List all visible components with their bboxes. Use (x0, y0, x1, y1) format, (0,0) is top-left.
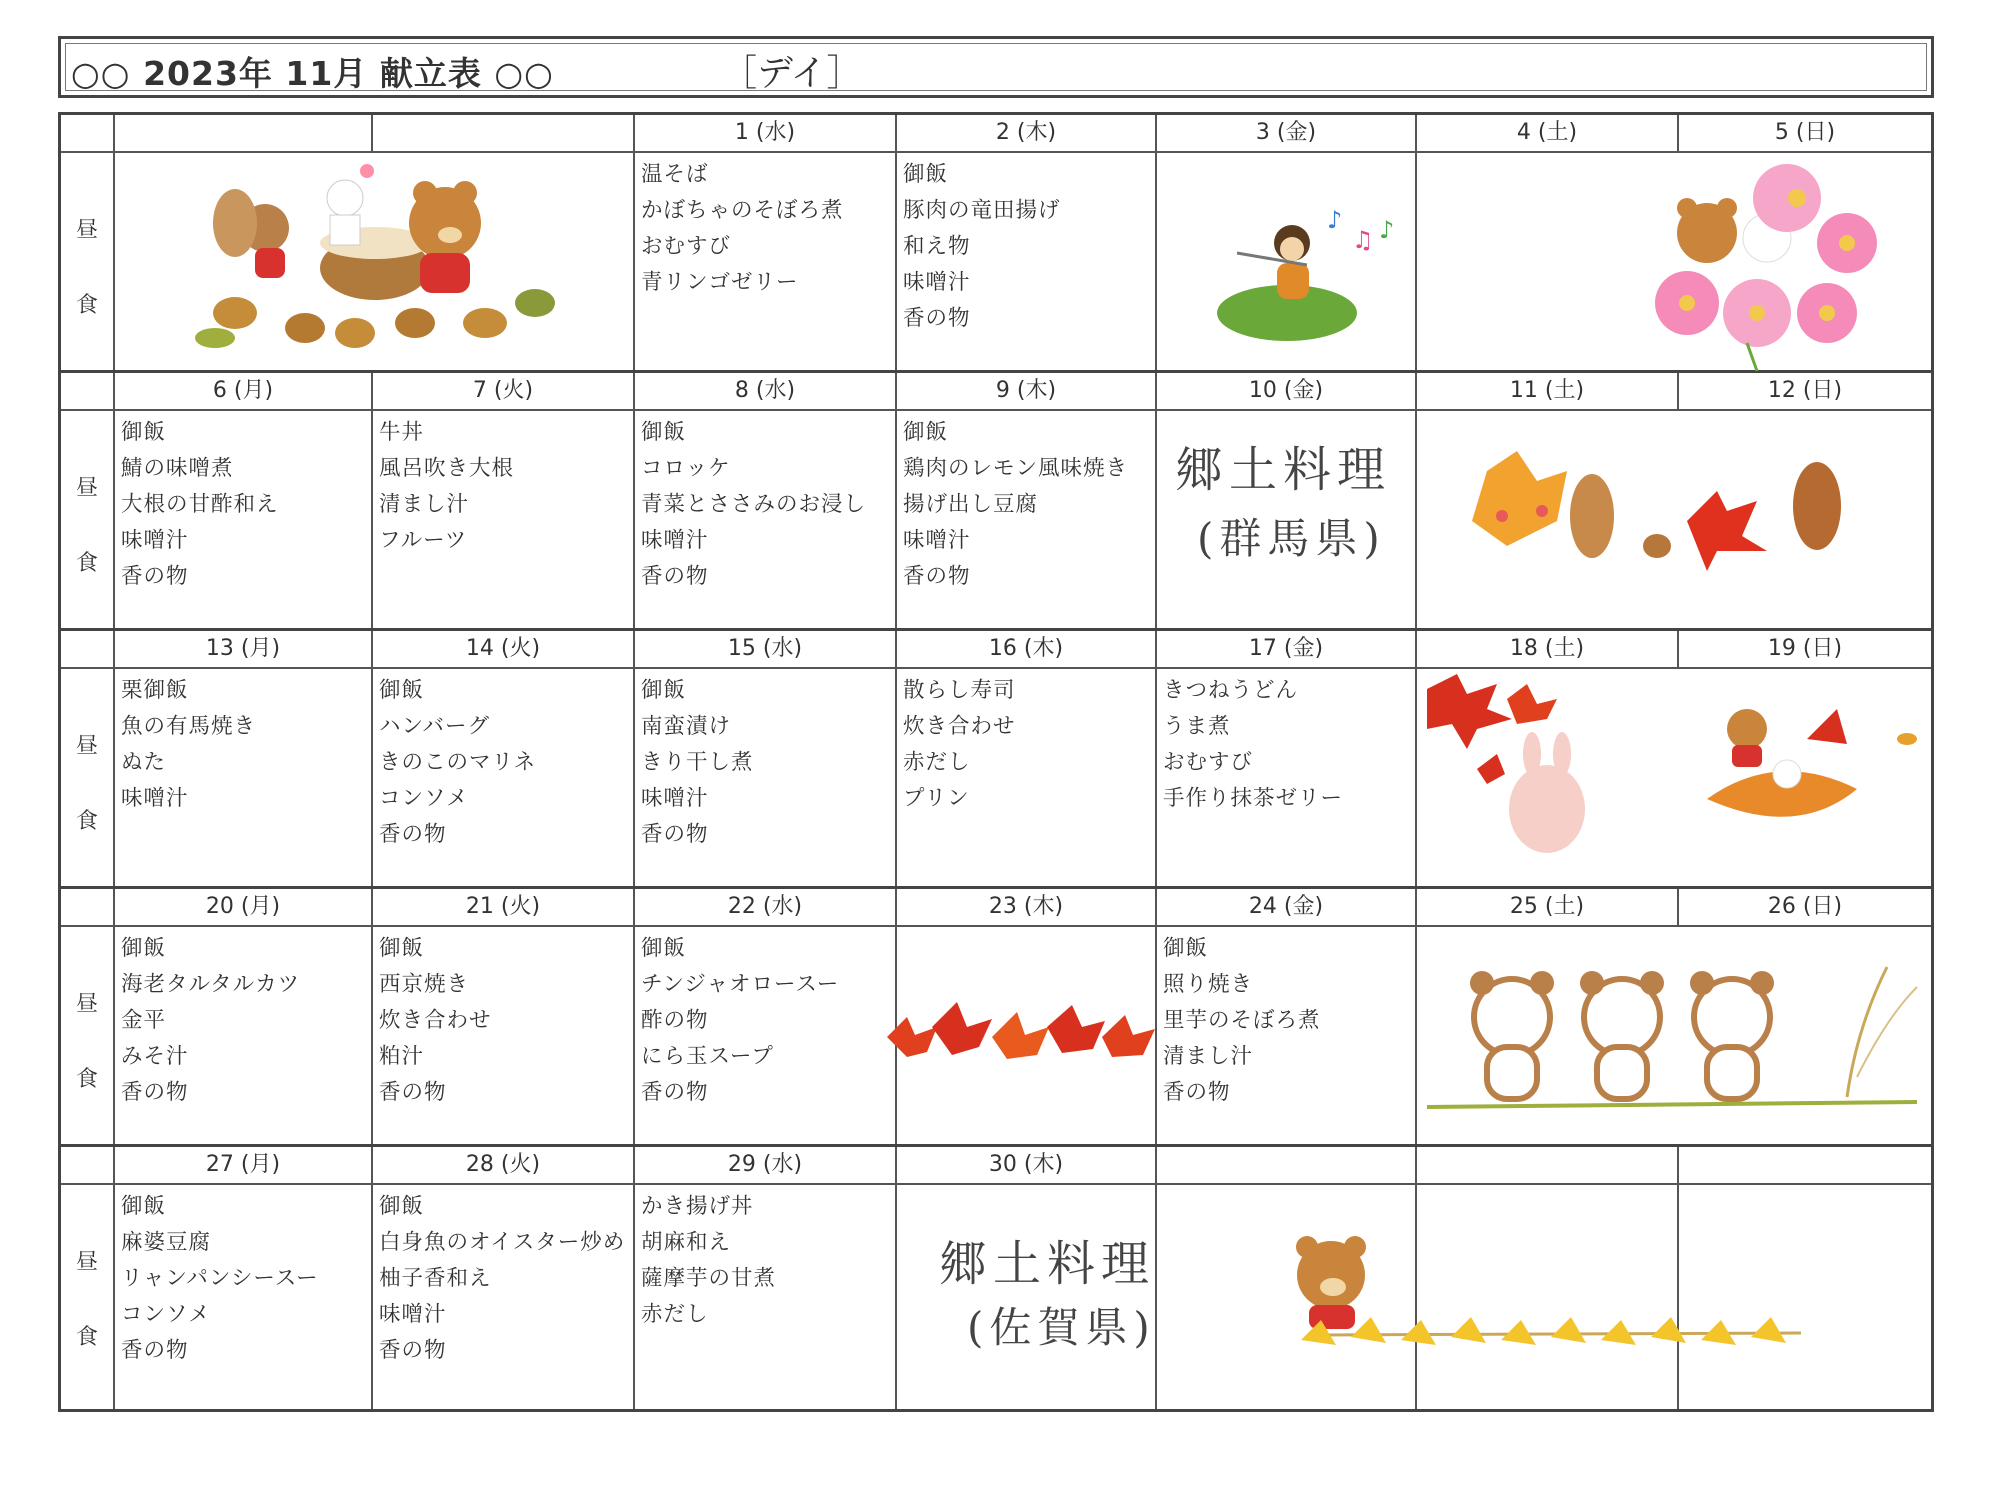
menu-item: 御飯 (1163, 936, 1209, 961)
date-cell: 12 (日) (1677, 373, 1931, 409)
menu-item: チンジャオロースー (641, 972, 840, 997)
menu-item: 金平 (121, 1008, 167, 1033)
meal-label (61, 153, 113, 370)
menu-item: コロッケ (641, 456, 731, 481)
meal-label-top: 昼 (75, 734, 98, 759)
meal-label-bottom: 食 (75, 1325, 98, 1350)
menu-item: 手作り抹茶ゼリー (1163, 786, 1344, 811)
menu-cell (371, 411, 633, 628)
meal-label-bottom: 食 (75, 1067, 98, 1092)
menu-cell (1155, 669, 1415, 886)
menu-cell (633, 927, 895, 1144)
menu-item: 御飯 (121, 936, 167, 961)
week-1-header (61, 115, 1931, 153)
rabbit-bear-maple-illustration (1417, 669, 1929, 887)
week-4-body (61, 927, 1931, 1147)
menu-cell (113, 927, 371, 1144)
date-cell: 24 (金) (1155, 889, 1415, 925)
menu-item: 粕汁 (379, 1044, 425, 1069)
date-cell: 29 (水) (633, 1147, 895, 1183)
illustration-cell (1155, 153, 1415, 370)
meal-label-bottom: 食 (75, 809, 98, 834)
menu-item: 白身魚のオイスター炒め (379, 1230, 626, 1255)
date-cell: 18 (土) (1415, 631, 1677, 667)
menu-item: 里芋のそぼろ煮 (1163, 1008, 1321, 1033)
date-cell: 16 (木) (895, 631, 1155, 667)
menu-item: プリン (903, 786, 970, 811)
menu-item: 御飯 (121, 420, 167, 445)
regional-cuisine-prefecture: (群馬県) (1197, 514, 1386, 563)
menu-cell (113, 1185, 371, 1409)
menu-item: リャンパンシースー (121, 1266, 319, 1291)
menu-calendar (58, 112, 1934, 1412)
bear-ginkgo-garland-illustration (1261, 1205, 1881, 1405)
date-cell: 28 (火) (371, 1147, 633, 1183)
date-cell: 11 (土) (1415, 373, 1677, 409)
date-cell: 14 (火) (371, 631, 633, 667)
illustration-cell (895, 927, 1155, 1144)
menu-item: 御飯 (379, 936, 425, 961)
menu-item: 香の物 (121, 1080, 189, 1105)
menu-item: ぬた (121, 750, 167, 775)
meal-label (61, 411, 113, 628)
menu-item: 香の物 (641, 564, 709, 589)
menu-item: 揚げ出し豆腐 (903, 492, 1039, 517)
date-cell: 5 (日) (1677, 115, 1931, 151)
menu-cell (371, 1185, 633, 1409)
menu-item: うま煮 (1163, 714, 1231, 739)
menu-item: 御飯 (379, 1194, 425, 1219)
menu-cell (633, 411, 895, 628)
regional-cuisine-prefecture: (佐賀県) (967, 1303, 1156, 1352)
menu-item: 香の物 (379, 1080, 447, 1105)
menu-cell (113, 411, 371, 628)
menu-item: にら玉スープ (641, 1044, 774, 1069)
date-cell: 2 (木) (895, 115, 1155, 151)
menu-item: 香の物 (379, 1338, 447, 1363)
menu-item: 柚子香和え (379, 1266, 492, 1291)
menu-item: 味噌汁 (641, 786, 709, 811)
menu-item: 和え物 (903, 234, 971, 259)
date-cell: 27 (月) (113, 1147, 371, 1183)
menu-item: 赤だし (641, 1302, 709, 1327)
week-3-header (61, 631, 1931, 669)
svg-text:♫: ♫ (1352, 226, 1374, 254)
menu-item: みそ汁 (121, 1044, 189, 1069)
menu-item: 香の物 (641, 1080, 709, 1105)
menu-cell (1155, 927, 1415, 1144)
week-2-header (61, 373, 1931, 411)
menu-item: 御飯 (903, 420, 949, 445)
date-cell: 26 (日) (1677, 889, 1931, 925)
date-cell (113, 115, 371, 151)
date-cell: 6 (月) (113, 373, 371, 409)
menu-item: おむすび (1163, 750, 1254, 775)
menu-item: 鯖の味噌煮 (121, 456, 234, 481)
date-cell: 13 (月) (113, 631, 371, 667)
svg-text:♪: ♪ (1379, 216, 1395, 244)
date-cell: 1 (水) (633, 115, 895, 151)
menu-item: 香の物 (121, 1338, 189, 1363)
menu-cell (633, 1185, 895, 1409)
title-box (58, 36, 1934, 98)
date-cell: 9 (木) (895, 373, 1155, 409)
date-cell: 21 (火) (371, 889, 633, 925)
menu-item: 香の物 (641, 822, 709, 847)
menu-item: 栗御飯 (121, 678, 189, 703)
regional-cuisine-note-cell (895, 1185, 1155, 1409)
illustration-cell (1415, 669, 1931, 886)
menu-item: 清まし汁 (1163, 1044, 1254, 1069)
menu-item: 御飯 (641, 420, 687, 445)
menu-item: 大根の甘酢和え (121, 492, 279, 517)
regional-cuisine-note-cell (1155, 411, 1415, 628)
menu-item: 麻婆豆腐 (121, 1230, 212, 1255)
menu-cell (633, 669, 895, 886)
menu-cell (113, 669, 371, 886)
menu-item: きのこのマリネ (379, 750, 537, 775)
menu-item: 照り焼き (1163, 972, 1254, 997)
date-cell: 20 (月) (113, 889, 371, 925)
week-3-body (61, 669, 1931, 889)
meal-label (61, 1185, 113, 1409)
menu-item: 風呂吹き大根 (379, 456, 515, 481)
date-cell: 30 (木) (895, 1147, 1155, 1183)
menu-item: 西京焼き (379, 972, 470, 997)
bear-rabbit-cosmos-illustration (1417, 153, 1929, 371)
date-cell: 22 (水) (633, 889, 895, 925)
menu-item: 豚肉の竜田揚げ (903, 198, 1061, 223)
service-type-label: ［デイ］ (721, 53, 863, 94)
date-cell (1155, 1147, 1415, 1183)
animals-tea-party-illustration (115, 153, 631, 371)
menu-item: 味噌汁 (121, 528, 189, 553)
menu-item: 御飯 (121, 1194, 167, 1219)
week-1-body (61, 153, 1931, 373)
menu-item: 青リンゴゼリー (641, 270, 799, 295)
menu-item: 味噌汁 (379, 1302, 447, 1327)
date-cell: 4 (土) (1415, 115, 1677, 151)
week-5-body (61, 1185, 1931, 1409)
illustration-cell (1415, 153, 1931, 370)
week-4-header (61, 889, 1931, 927)
menu-item: 赤だし (903, 750, 971, 775)
menu-item: かぼちゃのそぼろ煮 (641, 198, 844, 223)
menu-item: 味噌汁 (903, 270, 971, 295)
menu-item: かき揚げ丼 (641, 1194, 754, 1219)
cricket-flute-illustration (1157, 153, 1413, 371)
meal-label-top: 昼 (75, 1250, 98, 1275)
menu-item: フルーツ (379, 528, 468, 553)
menu-item: 炊き合わせ (903, 714, 1016, 739)
page-title: ○○ 2023年 11月 献立表 ○○ (71, 54, 554, 93)
menu-cell (895, 411, 1155, 628)
menu-item: 香の物 (121, 564, 189, 589)
meal-label (61, 927, 113, 1144)
menu-item: 御飯 (641, 936, 687, 961)
illustration-cell (1415, 927, 1931, 1144)
meal-label-bottom: 食 (75, 293, 98, 318)
date-cell: 7 (火) (371, 373, 633, 409)
menu-cell (895, 153, 1155, 370)
menu-item: コンソメ (121, 1302, 211, 1327)
regional-cuisine-label: 郷土料理 (939, 1236, 1156, 1292)
date-cell (1677, 1147, 1931, 1183)
menu-cell (371, 927, 633, 1144)
menu-item: きつねうどん (1163, 678, 1299, 703)
menu-item: 炊き合わせ (379, 1008, 492, 1033)
illustration-cell (1415, 411, 1931, 628)
menu-item: 胡麻和え (641, 1230, 732, 1255)
menu-item: 味噌汁 (641, 528, 709, 553)
menu-cell (371, 669, 633, 886)
meal-label (61, 669, 113, 886)
menu-item: 御飯 (379, 678, 425, 703)
meal-label-top: 昼 (75, 476, 98, 501)
menu-item: 薩摩芋の甘煮 (641, 1266, 777, 1291)
date-cell: 23 (木) (895, 889, 1155, 925)
meal-label-bottom: 食 (75, 551, 98, 576)
menu-item: 南蛮漬け (641, 714, 732, 739)
menu-item: 味噌汁 (903, 528, 971, 553)
meal-label-top: 昼 (75, 992, 98, 1017)
menu-item: 御飯 (641, 678, 687, 703)
date-cell: 15 (水) (633, 631, 895, 667)
menu-item: おむすび (641, 234, 732, 259)
menu-item: 温そば (641, 162, 709, 187)
menu-item: 鶏肉のレモン風味焼き (903, 456, 1129, 481)
date-cell: 8 (水) (633, 373, 895, 409)
date-cell (371, 115, 633, 151)
date-cell: 19 (日) (1677, 631, 1931, 667)
date-cell: 10 (金) (1155, 373, 1415, 409)
illustration-cell (113, 153, 633, 370)
menu-item: 御飯 (903, 162, 949, 187)
menu-item: 酢の物 (641, 1008, 709, 1033)
date-cell: 17 (金) (1155, 631, 1415, 667)
meal-label-top: 昼 (75, 218, 98, 243)
menu-item: 海老タルタルカツ (121, 972, 301, 997)
regional-cuisine-label: 郷土料理 (1175, 442, 1392, 498)
date-cell: 25 (土) (1415, 889, 1677, 925)
menu-item: 味噌汁 (121, 786, 189, 811)
maple-garland-illustration (897, 927, 1153, 1145)
svg-text:♪: ♪ (1327, 206, 1343, 234)
menu-cell (895, 669, 1155, 886)
week-5-header (61, 1147, 1931, 1185)
menu-item: 香の物 (903, 306, 971, 331)
menu-item: きり干し煮 (641, 750, 754, 775)
menu-item: 牛丼 (379, 420, 425, 445)
menu-cell (633, 153, 895, 370)
menu-item: 香の物 (1163, 1080, 1231, 1105)
menu-item: コンソメ (379, 786, 469, 811)
date-cell: 3 (金) (1155, 115, 1415, 151)
menu-item: ハンバーグ (379, 714, 490, 739)
autumn-leaves-illustration (1417, 411, 1929, 629)
menu-item: 散らし寿司 (903, 678, 1016, 703)
menu-item: 香の物 (903, 564, 971, 589)
week-2-body (61, 411, 1931, 631)
menu-item: 魚の有馬焼き (121, 714, 257, 739)
menu-item: 香の物 (379, 822, 447, 847)
menu-item: 青菜とささみのお浸し (641, 492, 867, 517)
three-bears-susuki-illustration (1417, 927, 1929, 1145)
menu-item: 清まし汁 (379, 492, 470, 517)
date-cell (1415, 1147, 1677, 1183)
